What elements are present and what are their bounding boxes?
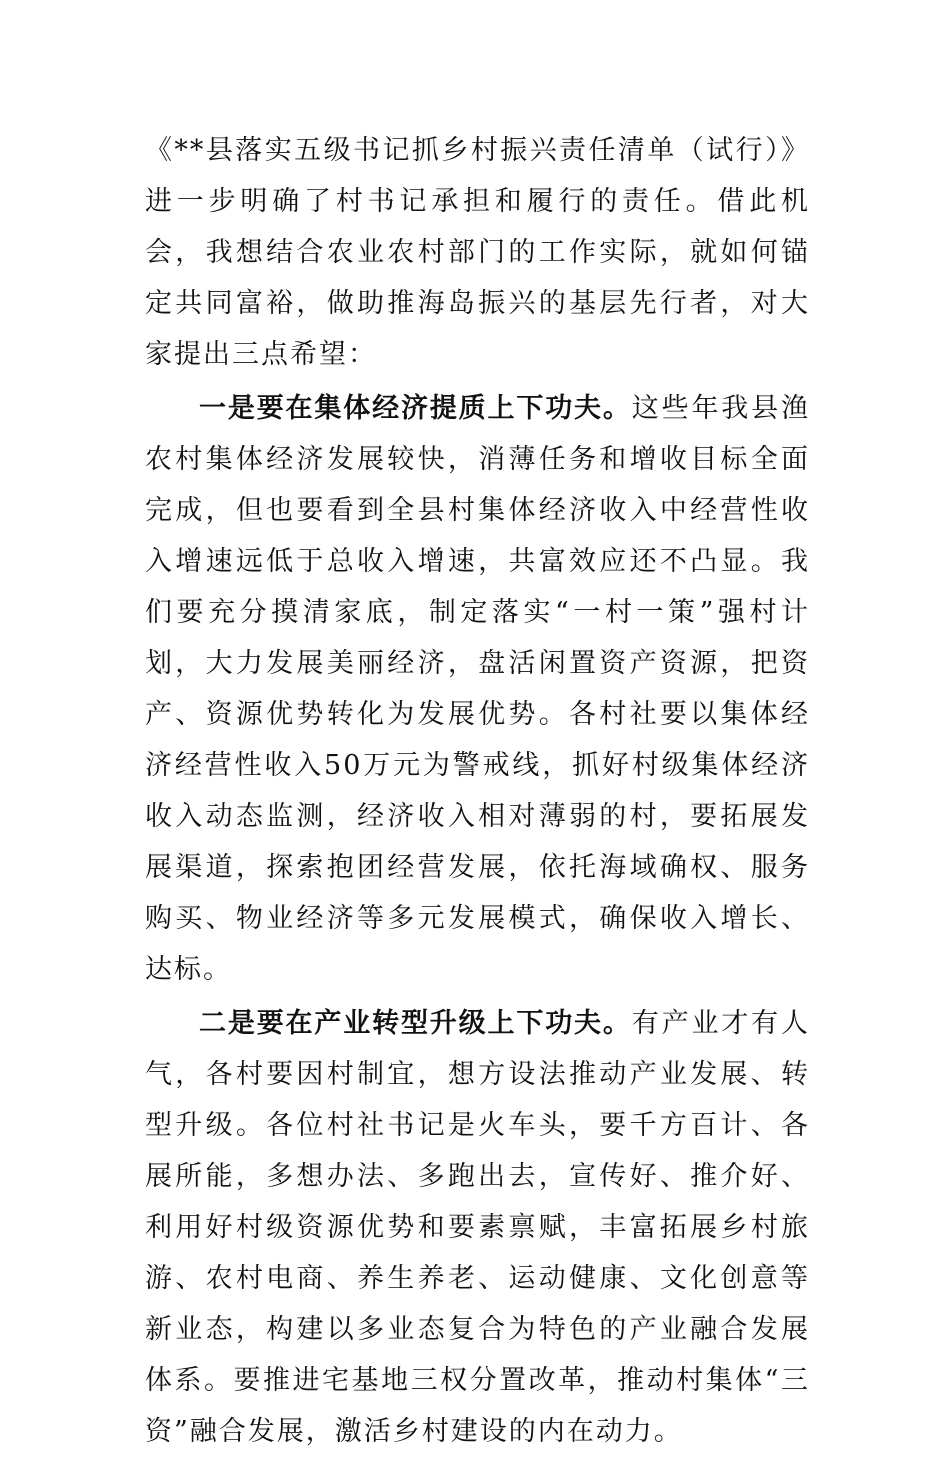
point-two-paragraph	[145, 998, 810, 1457]
document-body	[145, 125, 810, 1457]
point-one-text: 这些年我县渔农村集体经济发展较快，消薄任务和增收目标全面完成，但也要看到全县村集体经济收入中经营性收入增速远低于总收入增速，共富效应还不凸显。我们要充分摸清家底，制定落实“一村一策”强村计划，大力发展美丽经济，盘活闲置资产资源，把资产、资源优势转化为发展优势。各村社要以集体经济经营性收入50万元为警戒线，抓好村级集体经济收入动态监测，经济收入相对薄弱的村，要拓展发展渠道，探索抱团经营发展，依托海域确权、服务购买、物业经济等多元发展模式，确保收入增长、达标。	[145, 393, 810, 985]
intro-paragraph: 《**县落实五级书记抓乡村振兴责任清单（试行）》进一步明确了村书记承担和履行的责任。借此机会，我想结合农业农村部门的工作实际，就如何锚定共同富裕，做助推海岛振兴的基层先行者，对大家提出三点希望：	[145, 135, 810, 370]
point-one-paragraph	[145, 383, 810, 995]
point-one-heading: 一是要在集体经济提质上下功夫。	[199, 393, 632, 424]
point-two-heading: 二是要在产业转型升级上下功夫。	[199, 1008, 632, 1039]
point-two-text: 有产业才有人气，各村要因村制宜，想方设法推动产业发展、转型升级。各位村社书记是火车头，要千方百计、各展所能，多想办法、多跑出去，宣传好、推介好、利用好村级资源优势和要素禀赋，丰富拓展乡村旅游、农村电商、养生养老、运动健康、文化创意等新业态，构建以多业态复合为特色的产业融合发展体系。要推进宅基地三权分置改革，推动村集体“三资”融合发展，激活乡村建设的内在动力。	[145, 1008, 810, 1447]
